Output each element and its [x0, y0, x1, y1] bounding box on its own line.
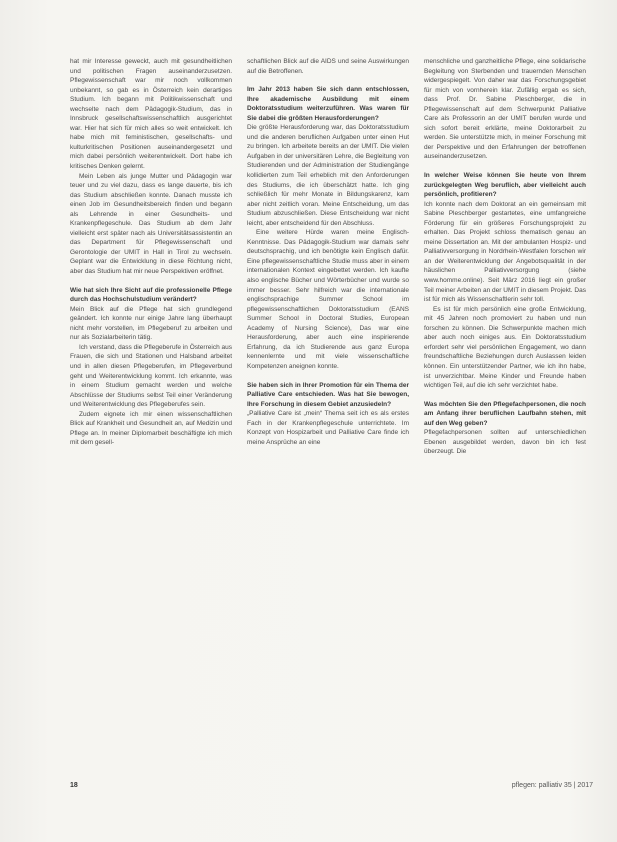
body-paragraph: hat mir Interesse geweckt, auch mit gesundheitlichen und politischen Fragen auseinanderzusetzen. Pflegewissenschaft war mir noch vollkommen unbekannt, so gab es in Österreich kein derartiges Studium. Ich begann mit Politikwissenschaft und wechselte nach dem Pädagogik-Studium, das in Innsbruck gesellschaftswissenschaftlich ausgerichtet war. Hier hat sich für mich alles so weit entwickelt. Ich habe mich mit feministischen, gesellschafts- und kulturkritischen Positionen auseinandergesetzt und mich dabei persönlich weiterentwickelt. Dort habe ich kritisches Denken gelernt. [70, 58, 232, 171]
body-paragraph: Es ist für mich persönlich eine große Entwicklung, mit 45 Jahren noch promoviert zu haben und nun forschen zu können. Die Schwerpunkte machen mich aber auch noch einiges aus. Ein Doktoratsstudium erfordert sehr viel persönlichen Engagement, wo dann freundschaftliche Beziehungen durch Auslassen leiden können. Ein unterstützender Partner, wie ich ihn habe, ist unverzichtbar. Meine Kinder und Freunde haben wichtigen Teil, auf die ich sehr verzichtet habe. [424, 305, 586, 390]
interview-question: Wie hat sich Ihre Sicht auf die professionelle Pflege durch das Hochschulstudium verändert? [70, 286, 232, 304]
interview-question: Sie haben sich in Ihrer Promotion für ein Thema der Palliative Care entschieden. Was hat Sie bewogen, Ihre Forschung in diesem Gebiet anzusiedeln? [247, 381, 409, 408]
interview-question: Was möchten Sie den Pflegefachpersonen, die noch am Anfang ihrer beruflichen Laufbahn stehen, mit auf den Weg geben? [424, 400, 586, 427]
magazine-title: pflegen: palliativ 35 | 2017 [511, 782, 593, 789]
body-paragraph: Zudem eignete ich mir einen wissenschaftlichen Blick auf Krankheit und Gesundheit an, auf Medizin und Pflege an. In meiner Diplomarbeit beschäftigte ich mich mit dem gesell- [70, 410, 232, 447]
body-paragraph: menschliche und ganzheitliche Pflege, eine solidarische Begleitung von Sterbenden und trauernden Menschen widergespiegelt. Von daher war das Forschungsgebiet für mich von vornherein klar. Zufällig ergab es sich, dass Prof. Dr. Sabine Pleschberger, die in Pflegewissenschaft auf dem Schwerpunkt Palliative Care als Professorin an der UMIT berufen wurde und sich sofort bereit erklärte, meine Doktorarbeit zu werden. Sie unterstützte mich, in meiner Forschung mit der Perspektive und den Erfahrungen der betroffenen auseinanderzusetzen. [424, 58, 586, 161]
text-column-3 [424, 57, 586, 457]
body-paragraph: Pflegefachpersonen sollten auf unterschiedlichen Ebenen ausgebildet werden, davon bin ich fest überzeugt. Die [424, 429, 586, 456]
body-paragraph: schaftlichen Blick auf die AIDS und seine Auswirkungen auf die Betroffenen. [247, 58, 409, 75]
interview-question: In welcher Weise können Sie heute von Ihrem zurückgelegten Weg beruflich, aber vielleicht auch persönlich, profitieren? [424, 172, 586, 199]
interview-question: Im Jahr 2013 haben Sie sich dann entschlossen, Ihre akademische Ausbildung mit einem Doktoratsstudium weiterzuführen. Was waren für Sie dabei die größten Herausforderungen? [247, 86, 409, 122]
body-paragraph: Mein Blick auf die Pflege hat sich grundlegend geändert. Ich konnte nur einige Jahre lang überhaupt nicht mehr vorstellen, im Pflegeberuf zu arbeiten und nur als Sozialarbeiterin tätig. [70, 305, 232, 342]
page-number: 18 [70, 782, 78, 789]
text-column-2 [247, 57, 409, 447]
page-footer [0, 782, 617, 794]
text-column-1 [70, 57, 232, 448]
body-paragraph: Die größte Herausforderung war, das Doktoratsstudium und die anderen beruflichen Aufgaben unter einen Hut zu bringen. Ich arbeitete bereits an der UMIT. Die vielen Aufgaben in der universitären Lehre, die Begleitung von Studierenden und der Administration der Studiengänge kollidierten zum Teil erheblich mit den Anforderungen des Studiums, die ich überschätzt hatte. Ich ging schließlich für mehr Monate in Bildungskarenz, kam aber nicht zeitlich voran. Meine Entscheidung, um das Studium abzuschließen. Diese Entscheidung war nicht leicht, aber entscheidend für den Abschluss. [247, 124, 409, 227]
body-paragraph: „Palliative Care ist „mein“ Thema seit ich es als erstes Fach in der Krankenpflegeschule unterrichtete. Im Konzept von Hospizarbeit und Palliative Care finde ich meine Ansprüche an eine [247, 410, 409, 446]
body-paragraph: Eine weitere Hürde waren meine Englisch-Kenntnisse. Das Pädagogik-Studium war damals sehr deutschsprachig, und ich benötigte kein Englisch dafür. Eine pflegewissenschaftliche Studie muss aber in einem internationalen Kontext eingebettet werden. Ich kaufte also englische Bücher und Wörterbücher und wurde so immer besser. Sehr hilfreich war die internationale englischsprachige Summer School im pflegewissenschaftlichen Doktoratsstudium (EANS Summer School in Doctoral Studies, European Academy of Nursing Science), Das war eine Herausforderung, aber auch eine inspirierende Erfahrung, da ich Studierende aus ganz Europa kennenlernte und mit viele wissenschaftliche Kompetenzen aneignen konnte. [247, 229, 409, 370]
body-paragraph: Mein Leben als junge Mutter und Pädagogin war teuer und zu viel dazu, dass es lange dauerte, bis ich das Studium abschließen konnte. Danach musste ich einen Job im Gesundheitsbereich finden und begann als Lehrende in einer Gesundheits- und Krankenpflegeschule. Das Studium ab dem Jahr vielleicht erst später nach als Universitätsassistentin an das Department für Pflegewissenschaft und Gerontologie der UMIT in Hall in Tirol zu wechseln. Geplant war die Entwicklung in diese Richtung nicht, aber das Studium hat mir neue Perspektiven eröffnet. [70, 172, 232, 276]
body-paragraph: Ich konnte nach dem Doktorat an ein gemeinsam mit Sabine Pleschberger gestartetes, eine umfangreiche Förderung für ein größeres Forschungsprojekt zu erhalten. Das Projekt schloss thematisch genau an meine Dissertation an. Mit der ambulanten Hospiz- und Palliativversorgung in Nordrhein-Westfalen forschen wir an der Weiterentwicklung der Angebotsqualität in der häuslichen Palliativversorgung (siehe www.homme.online). Seit März 2016 liegt ein großer Teil meiner Arbeiten an der UMIT in diesem Projekt. Das ist für mich als Wissenschaftlerin sehr toll. [424, 200, 586, 304]
body-paragraph: Ich verstand, dass die Pflegeberufe in Österreich aus Frauen, die sich und Stationen und Halsband arbeitet und in allen diesen Pflegeberufen, im Pflegeverbund geht und Weiterentwicklung kommt. Ich erkannte, was in einem Studium gemacht werden und welche Abschlüsse der Studiums selbst Teil einer Veränderung und Weiterentwicklung des Pflegeberufes sein. [70, 343, 232, 409]
